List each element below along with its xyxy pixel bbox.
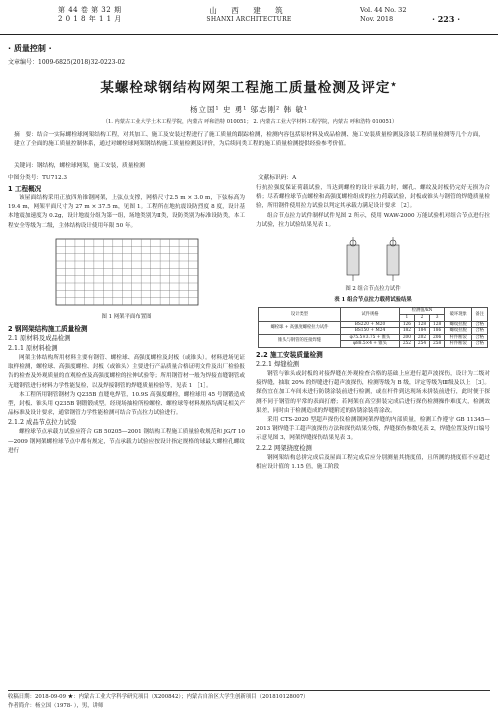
table-subheader: 3	[430, 315, 445, 322]
figure-2-caption: 图 2 组合节点拉力试件	[345, 286, 401, 293]
section-2-1-2-heading: 2.1.2 成品节点拉力试验	[8, 419, 77, 427]
table-header: 设计类型	[259, 308, 341, 321]
header-date-en: Nov. 2018	[360, 15, 394, 23]
section-2-2-2-paragraph: 钢网架结构总拼完成后及屋面工程完成后应分别测量其挠度值，且所测的挠度值不应超过相应设计值的 1.15 倍，施工阶段	[256, 454, 490, 470]
table-cell: 螺纹拉脱	[445, 321, 472, 328]
table-cell: 206	[430, 334, 445, 341]
journal-header	[0, 0, 498, 35]
figure-2	[333, 233, 413, 285]
section-2-1-1-paragraph-1: 网架主体结构所用材料主要有钢管、螺栓球、高强度螺栓及封板（或锥头）。材料进场见证取样检测，螺栓球、高强度螺栓、封板（或锥头）主要进行产品质量合格证明文件及出厂检验报告的检查及外观质量的直观检查及高强度螺栓的拉伸试验等；所用钢管材一般为焊接直缝钢管或无缝钢管进行材料力学性能复检，以及焊接钢管的焊缝质量检验等，见表 1 ［1］。	[8, 355, 245, 389]
table-cell: 182	[399, 328, 414, 335]
header-volume-en: Vol. 44 No. 32	[360, 6, 407, 14]
document-code: 文献标识码：A	[258, 175, 297, 181]
table-1-caption: 表 1 组合节点拉力载荷试验结果	[334, 297, 412, 304]
section-2-heading: 2 钢网架结构施工质量检测	[8, 325, 88, 334]
section-2-1-1-heading: 2.1.1 原材料检测	[8, 345, 58, 353]
section-2-1-1-paragraph-2: 本工程所用钢管钢材为 Q235B 直缝电焊管，10.9S 高强度螺栓，螺栓球用 45 号钢锻造成型，封板、锥头用 Q235B 钢锻锻成型。经现场抽检所检螺栓、螺栓球等材料规格均满足相关产品标准及设计要求，通常钢管力学性能检测可结合节点拉力试验进行。	[8, 391, 245, 417]
left-column	[8, 184, 245, 456]
section-2-1-heading: 2.1 原材料及成品检测	[8, 335, 71, 343]
header-date-cn: 2 0 1 8 年 1 1 月	[58, 15, 122, 23]
section-2-2-2-heading: 2.2.2 网架挠度检测	[256, 444, 312, 452]
table-row	[259, 334, 488, 341]
table-header: 破坏现象	[445, 308, 472, 321]
header-center	[0, 6, 498, 24]
journal-name-cn: 山 西 建 筑	[209, 6, 289, 15]
table-cell: 184	[414, 328, 429, 335]
table-cell: 螺纹拉脱	[445, 328, 472, 335]
table-cell: φ75.5×3.75 + 锥头	[341, 334, 400, 341]
column-tag: · 质量控制 ·	[8, 44, 52, 53]
table-subheader: 2	[414, 315, 429, 322]
title-star: ★	[390, 80, 398, 89]
table-cell: 合格	[472, 334, 488, 341]
paper-title-text: 某螺栓球钢结构网架工程施工质量检测及评定	[100, 80, 391, 96]
table-cell: BS150 + M24	[341, 328, 400, 335]
paper-title	[0, 76, 498, 96]
table-header: 备注	[472, 308, 488, 321]
table-header-row	[259, 308, 488, 315]
figure-1	[52, 235, 202, 313]
keywords: 关键词：钢结构，螺栓球网架，施工安装，质量检测	[14, 163, 145, 169]
footnote-author-bio: 作者简介：杨立国（1978- ），男，讲师	[8, 702, 104, 709]
table-cell: 合格	[472, 328, 488, 335]
section-2-2-1-paragraph-2: 采用 CTS-2020 型超声探伤仪检测钢网架焊缝的内部质量，检测工作遵守 GB 11345—2013 钢焊缝手工超声波探伤方法和探伤结果分级，焊缝探伤参数见表 2，焊缝位置及焊口编号示意见图 3，网架焊缝探伤结果见表 3。	[256, 417, 490, 442]
table-cell: 合格	[472, 341, 488, 348]
right-column	[256, 184, 490, 472]
section-2-1-2-paragraph: 螺栓球节点承载力试验应符合 GB 50205—2001 钢结构工程施工质量验收规范和 JG/T 10—2009 钢网架螺栓球节点中都有规定，节点承载力试验应按设计指定规格的球最大螺栓孔螺纹进行	[8, 429, 245, 454]
table-cell: 254	[414, 341, 429, 348]
clc-number: 中图分类号：TU712.3	[8, 175, 67, 181]
article-number: 文章编号：1009-6825(2018)32-0223-02	[8, 59, 126, 66]
section-2-2-1-paragraph-1: 钢管与锥头或封板的对接焊缝在外观检查合格的基础上应进行超声波探伤，设计为二级对接焊缝，抽取 20% 的焊缝进行超声波探伤，检测等级为 B 级，评定等级为Ⅲ级及以上 ［3］。探伤宜在加工车间未进行防锈涂装前进行检测，或在杆件到达现场未拼装前进行，此时便于探测不同于钢管的平常的表面打磨；若网架在高空拼装完成后进行探伤检测操作难度大，检测效果差，同时由于检测造成的焊缝附近的防锈涂装将涂改。	[256, 370, 490, 414]
table-cell: φ88.5×4 + 锥头	[341, 341, 400, 348]
table-row	[259, 321, 488, 328]
grid-plan-drawing	[52, 235, 202, 313]
table-header: 试件规格	[341, 308, 400, 321]
table-cell: 258	[430, 341, 445, 348]
page-number: · 223 ·	[432, 14, 460, 24]
table-cell: 252	[399, 341, 414, 348]
affiliation: （1. 内蒙古工业大学土木工程学院，内蒙古 呼和浩特 010051； 2. 内蒙古工业大学材料工程学院，内蒙古 呼和浩特 010051）	[102, 119, 398, 125]
right-top-paragraph: 行抗拉强度保证荷载试验，当达到螺栓的设计承载力时，螺孔、螺纹及封板仍完好无损为合格；尽若螺栓球节点螺栓和高强度螺栓组成的拉力荷载试验，封板或锥头与钢管的焊缝质量检验，所用钢件使用拉力试验以判定其承载力满足设计要求 ［2］。	[256, 185, 490, 210]
table-group-label: 锥头与钢管的连接焊缝	[259, 334, 341, 347]
header-right	[360, 6, 406, 24]
table-cell: 200	[399, 334, 414, 341]
table-subheader: 1	[399, 315, 414, 322]
table-cell: 126	[399, 321, 414, 328]
table-header: 检测值/kN	[399, 308, 444, 315]
table-cell: BS220 + M20	[341, 321, 400, 328]
table-cell: 杆件断裂	[445, 334, 472, 341]
section-1-paragraph: 该屋面结构采用正放四角锥钢网架，上弦点支撑，网格尺寸2.5 m × 3.0 m，下弦标高为 19.4 m，网架平面尺寸为 27 m × 37.5 m，见图 1。工程所在地抗震设防烈度 8 度，设计基本地震加速度为 0.2g，设计地震分组为第一组，场地类别为Ⅱ类，设防类别为标准设防类，本工程安全等级为二级，主体结构设计使用年限 50 年。	[8, 195, 245, 229]
table-cell: 杆件断裂	[445, 341, 472, 348]
section-1-heading: 1 工程概况	[8, 185, 42, 193]
table-cell: 合格	[472, 321, 488, 328]
figure-1-caption: 图 1 网架平面布置图	[101, 313, 152, 320]
table-cell: 186	[430, 328, 445, 335]
table-cell: 128	[414, 321, 429, 328]
header-volume-cn: 第 44 卷 第 32 期	[58, 6, 122, 14]
section-2-2-heading: 2.2 施工安装质量检测	[256, 350, 323, 359]
section-2-2-1-heading: 2.2.1 焊缝检测	[256, 360, 300, 368]
abstract: 摘 要：结合一实际螺栓球网架结构工程，对其加工、施工及安装过程进行了施工质量的跟踪检测，检测内容包括原材料及成品检测、施工安装质量检测及涂装工程质量检测等几个方面，建立了全面的施工质量控制体系，通过对螺栓球网架钢结构施工质量检测及评价，为后续同类工程的施工质量检测提供经验参考价值。	[14, 132, 484, 147]
right-paragraph-2: 组合节点拉力试件制样试件见图 2 所示，使用 WAW-2000 万能试验机对组合节点进行拉力试验，拉力试验结果见表 1。	[256, 212, 490, 228]
table-group-label: 螺栓球 + 高强度螺栓拉力试件	[259, 321, 341, 334]
table-1	[258, 307, 488, 348]
table-cell: 202	[414, 334, 429, 341]
footnote	[8, 690, 490, 710]
journal-name-en: SHANXI ARCHITECTURE	[206, 16, 292, 23]
table-cell: 128	[430, 321, 445, 328]
specimen-drawing	[333, 233, 413, 285]
footnote-received: 收稿日期：2018-09-09 ★：内蒙古工业大学科学研究项目（X200842）；内蒙古自治区大学生创新项目（201810128007）	[8, 694, 309, 700]
authors: 杨立国¹ 史 勇¹ 邬志刚² 韩 敏¹	[190, 105, 308, 114]
